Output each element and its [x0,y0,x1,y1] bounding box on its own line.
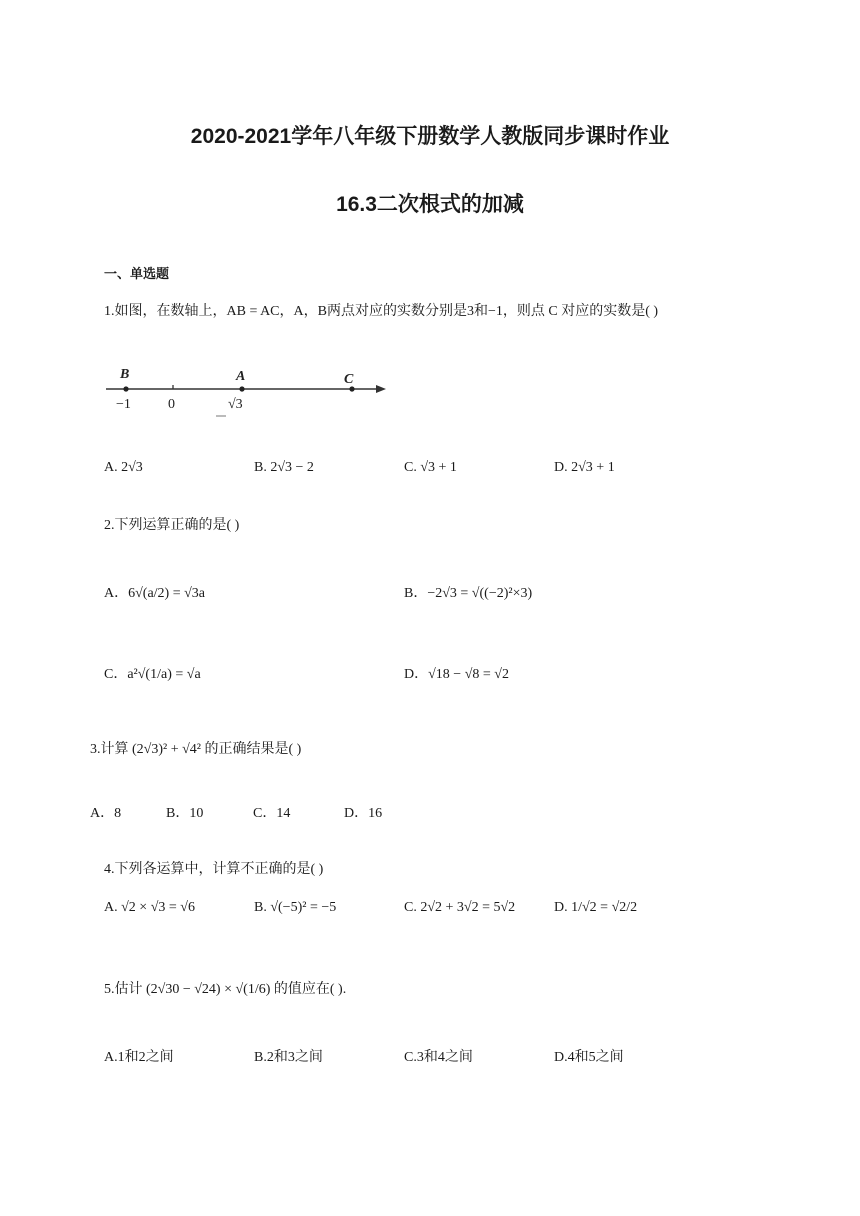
point-b-label: B [120,367,130,382]
q5-option-b[interactable]: B.2和3之间 [254,1050,323,1065]
section-heading: 一、单选题 [104,266,170,281]
q5-option-d[interactable]: D.4和5之间 [554,1050,624,1065]
question-1-stem: 1.如图，在数轴上，AB = AC，A，B两点对应的实数分别是3和−1，则点 C 对应的实数是( ) [104,304,659,319]
tick-label-0: 0 [168,397,175,412]
q3-stem-suffix: 的正确结果是( ) [204,742,302,757]
q1-option-c[interactable]: C. √3 + 1 [404,460,457,475]
point-a-dot [239,386,244,391]
q4-option-a[interactable]: A. √2 × √3 = √6 [104,900,195,915]
number-line-arrow [376,385,386,393]
q3-option-c[interactable]: C．14 [253,806,291,821]
question-4-stem: 4.下列各运算中，计算不正确的是( ) [104,862,324,877]
q4-option-c[interactable]: C. 2√2 + 3√2 = 5√2 [404,900,516,915]
q1-option-a[interactable]: A. 2√3 [104,460,143,475]
q1-option-d[interactable]: D. 2√3 + 1 [554,460,615,475]
q5-stem-suffix: 的值应在( ). [273,982,347,997]
q2-option-a[interactable]: A．6√(a/2) = √3a [104,586,206,601]
q2-option-d[interactable]: D．√18 − √8 = √2 [404,667,509,682]
q1-option-b[interactable]: B. 2√3 − 2 [254,460,314,475]
q4-option-d[interactable]: D. 1/√2 = √2/2 [554,900,638,915]
q5-stem-expression: (2√30 − √24) × √(1/6) [146,982,271,997]
q4-option-b[interactable]: B. √(−5)² = −5 [254,900,337,915]
q3-stem-prefix: 3.计算 [90,742,129,757]
tick-label-neg1: −1 [116,397,131,412]
number-line-figure [104,360,394,422]
document-title: 2020-2021学年八年级下册数学人教版同步课时作业 [190,125,670,148]
point-b-dot [123,386,128,391]
q5-stem-prefix: 5.估计 [104,982,143,997]
q5-option-a[interactable]: A.1和2之间 [104,1050,174,1065]
q3-option-a[interactable]: A．8 [90,806,122,821]
q2-option-c[interactable]: C．a²√(1/a) = √a [104,667,201,682]
tick-label-sqrt3: √3 [228,397,243,412]
point-a-label: A [236,369,246,384]
document-subtitle: 16.3二次根式的加减 [336,193,524,216]
q5-option-c[interactable]: C.3和4之间 [404,1050,473,1065]
point-c-label: C [344,372,354,387]
point-c-dot [349,386,354,391]
q3-option-b[interactable]: B．10 [166,806,204,821]
question-3-stem [90,738,301,758]
q3-option-d[interactable]: D．16 [344,806,383,821]
question-5-stem [104,978,346,998]
q3-stem-expression: (2√3)² + √4² [132,742,201,757]
question-2-stem: 2.下列运算正确的是( ) [104,518,240,533]
q2-option-b[interactable]: B．−2√3 = √((−2)²×3) [404,586,533,601]
